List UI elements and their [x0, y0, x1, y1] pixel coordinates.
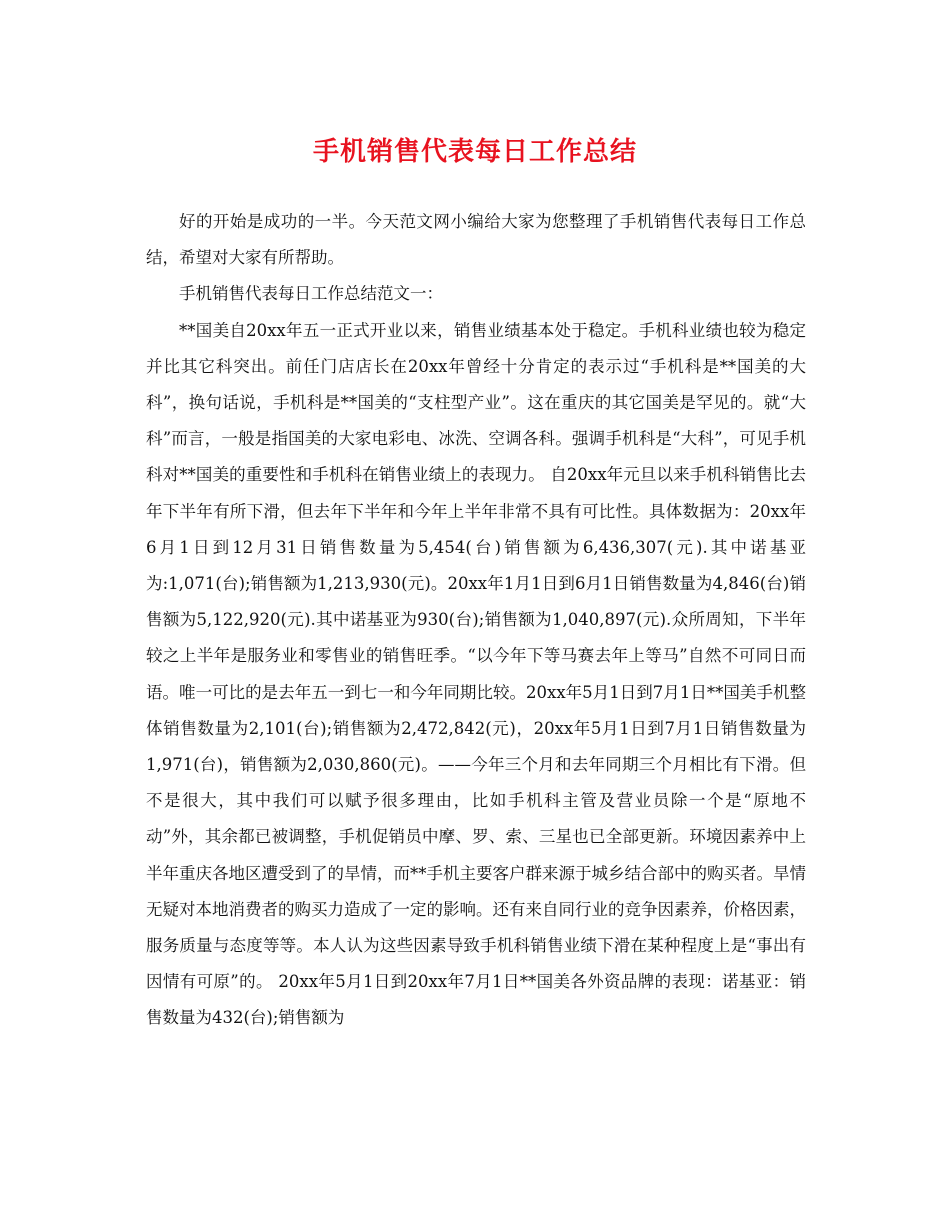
- paragraph-main: **国美自20xx年五一正式开业以来，销售业绩基本处于稳定。手机科业绩也较为稳定并比其它科突出。前任门店店长在20xx年曾经十分肯定的表示过“手机科是**国美的大科”，换句话说，手机科是**国美的“支柱型产业”。这在重庆的其它国美是罕见的。就“大科”而言，一般是指国美的大家电彩电、冰洗、空调各科。强调手机科是“大科”，可见手机科对**国美的重要性和手机科在销售业绩上的表现力。 自20xx年元旦以来手机科销售比去年下半年有所下滑，但去年下半年和今年上半年非常不具有可比性。具体数据为：20xx年6月1日到12月31日销售数量为5,454(台)销售额为6,436,307(元).其中诺基亚为:1,071(台);销售额为1,213,930(元)。20xx年1月1日到6月1日销售数量为4,846(台)销售额为5,122,920(元).其中诺基亚为930(台);销售额为1,040,897(元).众所周知，下半年较之上半年是服务业和零售业的销售旺季。“以今年下等马赛去年上等马”自然不可同日而语。唯一可比的是去年五一到七一和今年同期比较。20xx年5月1日到7月1日**国美手机整体销售数量为2,101(台);销售额为2,472,842(元)，20xx年5月1日到7月1日销售数量为1,971(台)，销售额为2,030,860(元)。——今年三个月和去年同期三个月相比有下滑。但不是很大，其中我们可以赋予很多理由，比如手机科主管及营业员除一个是“原地不动”外，其余都已被调整，手机促销员中摩、罗、索、三星也已全部更新。环境因素养中上半年重庆各地区遭受到了的旱情，而**手机主要客户群来源于城乡结合部中的购买者。旱情无疑对本地消费者的购买力造成了一定的影响。还有来自同行业的竞争因素养，价格因素，服务质量与态度等等。本人认为这些因素导致手机科销售业绩下滑在某种程度上是“事出有因情有可原”的。 20xx年5月1日到20xx年7月1日**国美各外资品牌的表现：诺基亚：销售数量为432(台);销售额为: [146, 320, 806, 1028]
- paragraph-heading: 手机销售代表每日工作总结范文一：: [179, 284, 443, 304]
- document-title: 手机销售代表每日工作总结: [312, 137, 637, 167]
- document-body: [146, 204, 806, 1037]
- paragraph-intro: 好的开始是成功的一半。今天范文网小编给大家为您整理了手机销售代表每日工作总结，希望对大家有所帮助。: [146, 212, 806, 268]
